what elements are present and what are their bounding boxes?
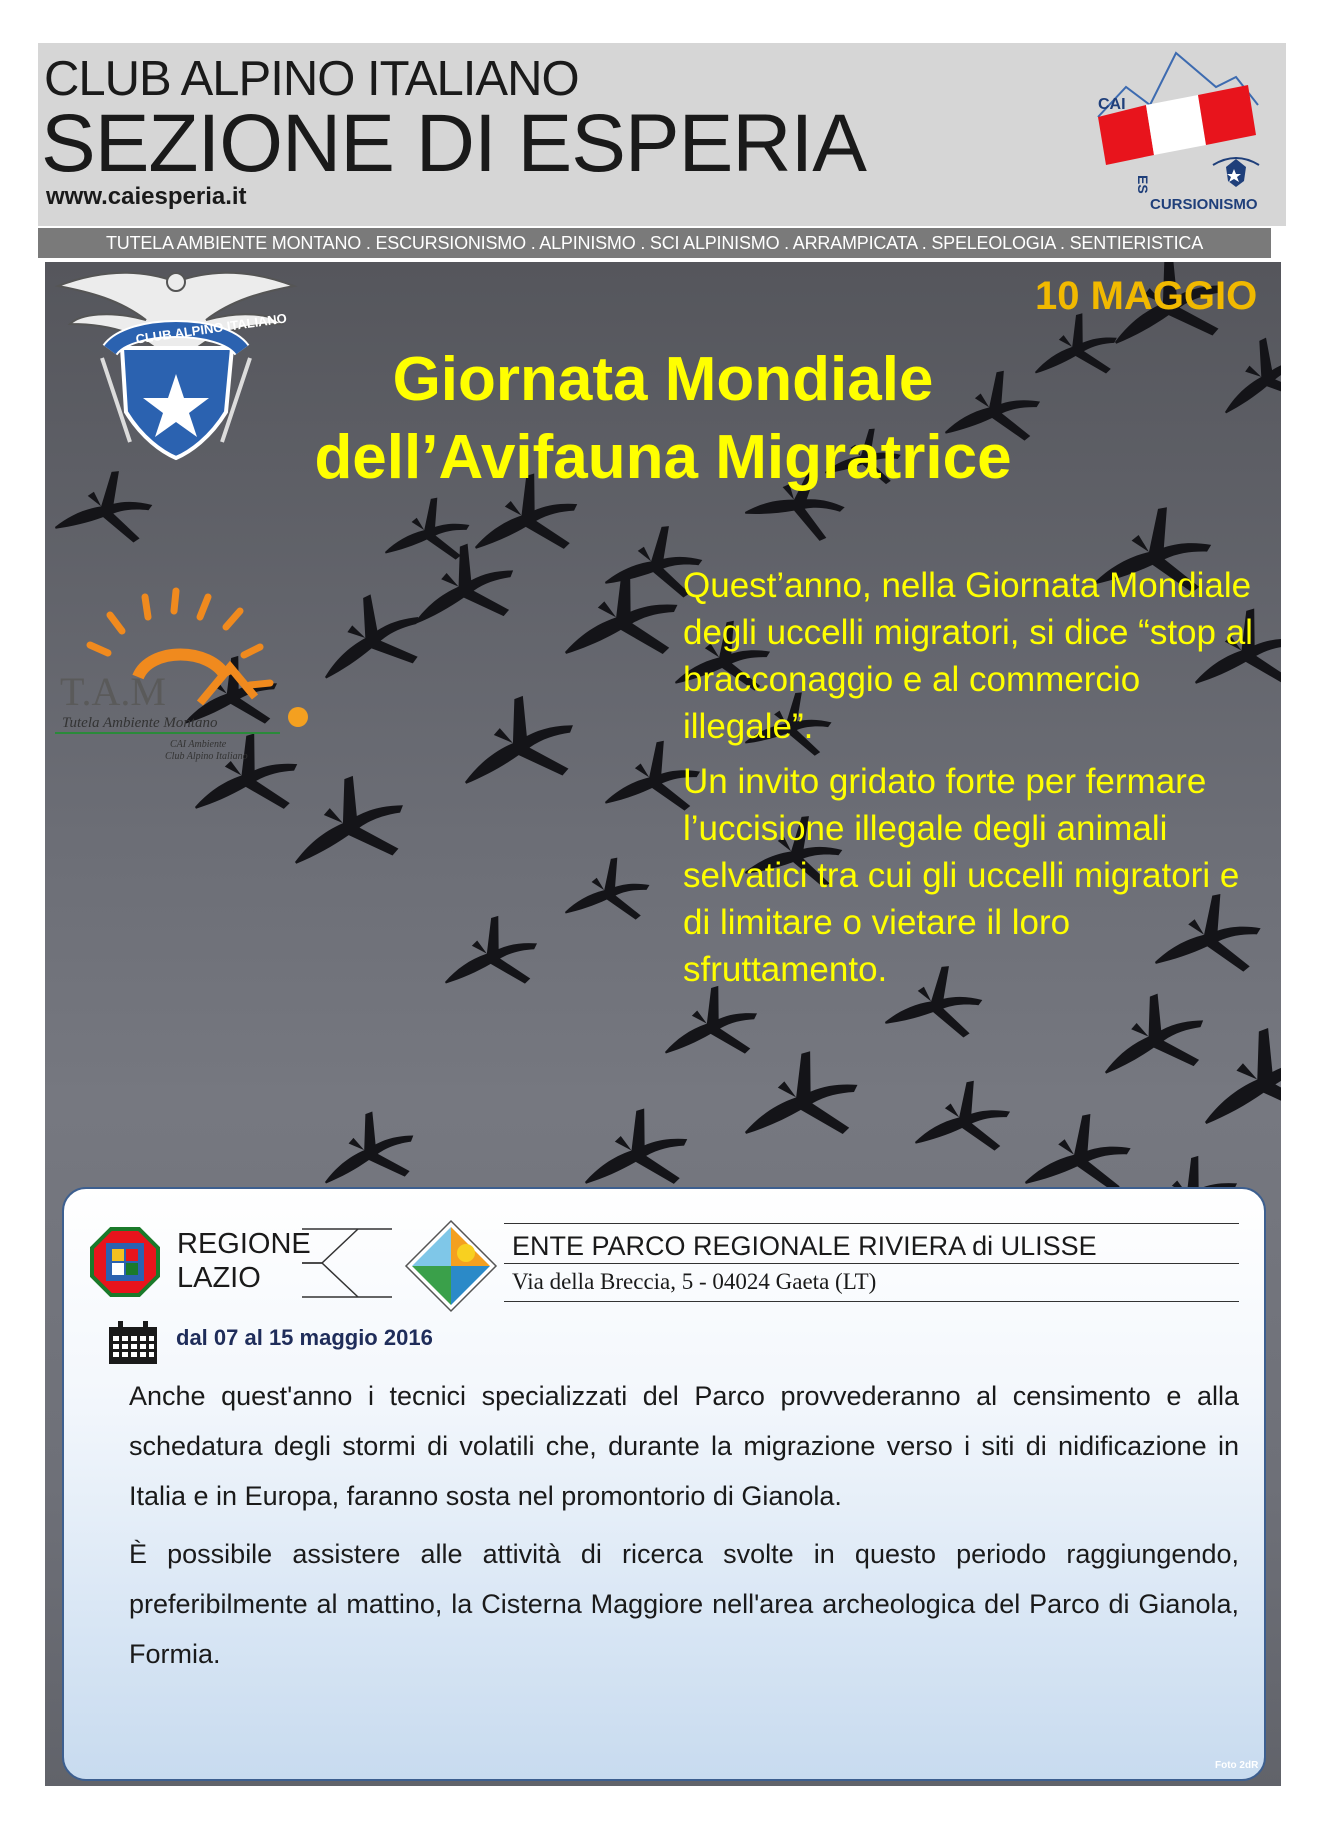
website-link[interactable]: www.caiesperia.it <box>46 183 247 210</box>
birds-photo-panel <box>45 262 1281 1786</box>
ente-parco-name: ENTE PARCO REGIONALE RIVIERA di ULISSE <box>512 1231 1097 1261</box>
logo-escursionismo-text: CURSIONISMO <box>1150 196 1258 213</box>
parco-riviera-ulisse-logo <box>404 1219 499 1314</box>
regione-lazio-logo <box>90 1227 160 1297</box>
quote-paragraph-2: Un invito gridato forte per fermare l’uccisione illegale degli animali selvatici tra cui gli uccelli migratori e di limitare o vietare il loro sfruttamento. <box>683 762 1240 989</box>
activities-tagline: TUTELA AMBIENTE MONTANO . ESCURSIONISMO . ALPINISMO . SCI ALPINISMO . ARRAMPICATA . SPELEOLOGIA . SENTIERISTICA <box>38 228 1271 258</box>
tam-caption1: CAI Ambiente <box>170 739 227 750</box>
poster-title-line1: Giornata Mondiale <box>392 345 934 414</box>
logo-cai-text: CAI <box>1098 96 1126 113</box>
emblem-text: CLUB ALPINO ITALIANO <box>134 310 288 347</box>
event-date: 10 MAGGIO <box>1035 274 1258 318</box>
regione-line1: REGIONE <box>177 1228 311 1260</box>
event-period: dal 07 al 15 maggio 2016 <box>176 1325 433 1350</box>
calendar-icon <box>108 1321 158 1365</box>
club-name: CLUB ALPINO ITALIANO <box>44 52 579 106</box>
tam-subtitle: Tutela Ambiente Montano <box>62 715 218 731</box>
tam-logo <box>50 587 325 767</box>
regione-line2: LAZIO <box>177 1262 261 1294</box>
arrow-divider-icon <box>302 1227 392 1299</box>
campaign-quote <box>683 562 1273 1001</box>
body-paragraph-2: È possibile assistere alle attività di ricerca svolte in questo periodo raggiungendo, preferibilmente al mattino, la Cisterna Maggiore nell'area archeologica del Parco di Gianola, Formia. <box>129 1539 1239 1669</box>
tam-title: T.A.M <box>60 669 166 714</box>
tam-caption2: Club Alpino Italiano <box>165 751 248 762</box>
ente-middle-rule <box>504 1263 1239 1264</box>
cai-escursionismo-logo <box>1058 47 1268 219</box>
photo-credit: Foto 2dR <box>1215 1760 1259 1771</box>
park-info-box <box>62 1187 1266 1781</box>
ente-bottom-rule <box>504 1301 1239 1302</box>
section-name: SEZIONE DI ESPERIA <box>41 98 866 189</box>
header-banner <box>38 43 1286 226</box>
ente-address: Via della Breccia, 5 - 04024 Gaeta (LT) <box>512 1269 877 1294</box>
regione-lazio-label <box>177 1227 311 1295</box>
logo-es-text: ES <box>1135 175 1151 194</box>
ente-top-rule <box>504 1223 1239 1224</box>
poster-title-line2: dell’Avifauna Migratrice <box>314 423 1012 492</box>
quote-paragraph-1: Quest’anno, nella Giornata Mondiale degli uccelli migratori, si dice “stop al bracconaggio e al commercio illegale”. <box>683 566 1253 746</box>
info-body-text <box>129 1371 1239 1687</box>
body-paragraph-1: Anche quest'anno i tecnici specializzati del Parco provvederanno al censimento e alla schedatura degli stormi di volatili che, durante la migrazione verso i siti di nidificazione in Italia e in Europa, faranno sosta nel promontorio di Gianola. <box>129 1381 1239 1511</box>
